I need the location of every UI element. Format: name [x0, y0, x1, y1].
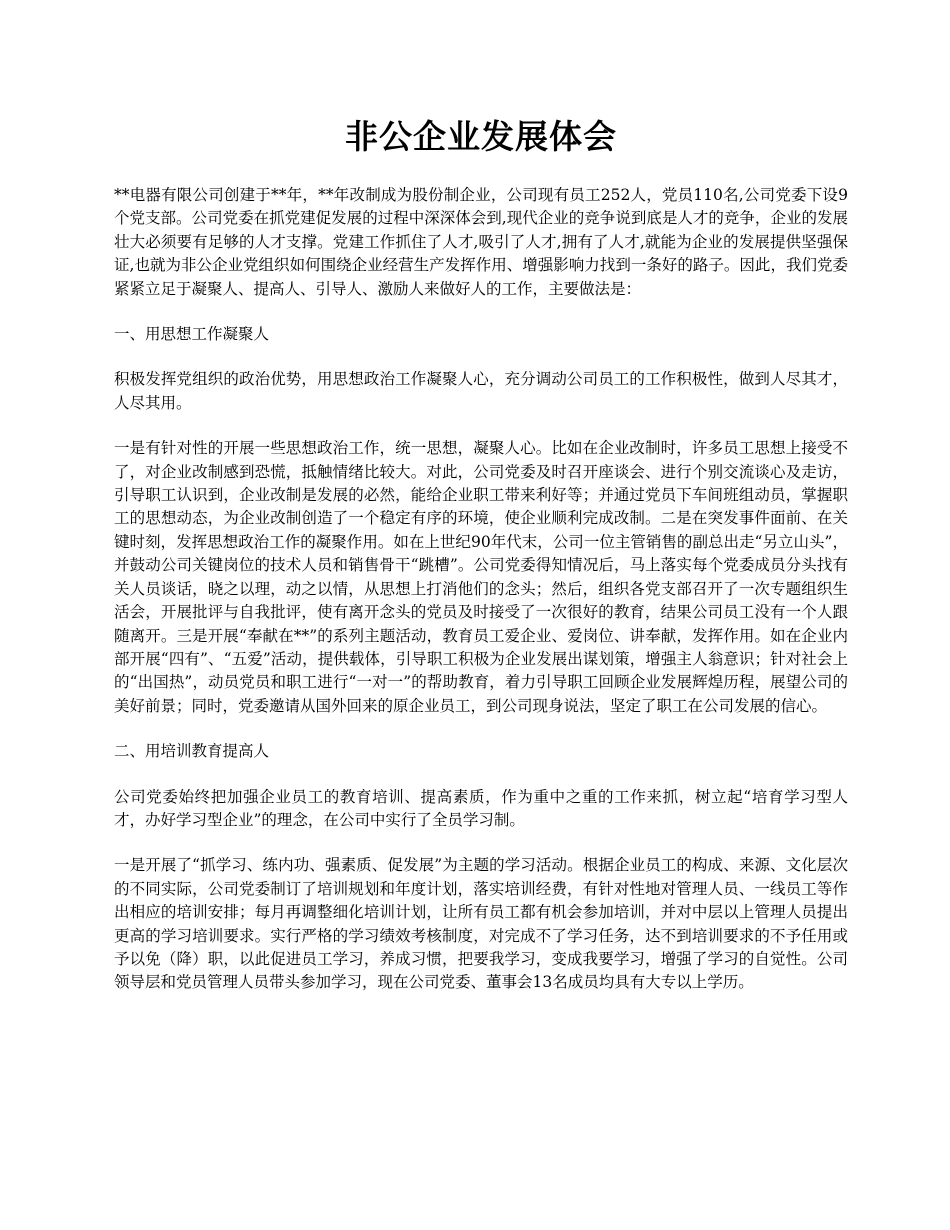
section-heading-2: 二、用培训教育提高人 — [114, 742, 270, 761]
document-page — [114, 0, 848, 1017]
document-body — [114, 184, 848, 995]
section-1-summary: 积极发挥党组织的政治优势，用思想政治工作凝聚人心，充分调动公司员工的工作积极性，做到人尽其才，人尽其用。 — [114, 370, 848, 412]
section-heading-1: 一、用思想工作凝聚人 — [114, 325, 270, 344]
document-title: 非公企业发展体会 — [345, 117, 617, 156]
section-1-detail: 一是有针对性的开展一些思想政治工作，统一思想，凝聚人心。比如在企业改制时，许多员工思想上接受不了，对企业改制感到恐慌，抵触情绪比较大。对此，公司党委及时召开座谈会、进行个别交流谈心及走访，引导职工认识到，企业改制是发展的必然，能给企业职工带来利好等；并通过党员下车间班组动员，掌握职工的思想动态，为企业改制创造了一个稳定有序的环境，使企业顺利完成改制。二是在突发事件面前、在关键时刻，发挥思想政治工作的凝聚作用。如在上世纪90年代末，公司一位主管销售的副总出走“另立山头”，并鼓动公司关键岗位的技术人员和销售骨干“跳槽”。公司党委得知情况后，马上落实每个党委成员分头找有关人员谈话，晓之以理，动之以情，从思想上打消他们的念头；然后，组织各党支部召开了一次专题组织生活会，开展批评与自我批评，使有离开念头的党员及时接受了一次很好的教育，结果公司员工没有一个人跟随离开。三是开展“奉献在**”的系列主题活动，教育员工爱企业、爱岗位、讲奉献，发挥作用。如在企业内部开展“四有”、“五爱”活动，提供载体，引导职工积极为企业发展出谋划策，增强主人翁意识；针对社会上的“出国热”，动员党员和职工进行“一对一”的帮助教育，着力引导职工回顾企业发展辉煌历程，展望公司的美好前景；同时，党委邀请从国外回来的原企业员工，到公司现身说法，坚定了职工在公司发展的信心。 — [114, 439, 848, 715]
intro-paragraph: **电器有限公司创建于**年，**年改制成为股份制企业，公司现有员工252人，党员110名,公司党委下设9个党支部。公司党委在抓党建促发展的过程中深深体会到,现代企业的竞争说到底是人才的竞争，企业的发展壮大必须要有足够的人才支撑。党建工作抓住了人才,吸引了人才,拥有了人才,就能为企业的发展提供坚强保证,也就为非公企业党组织如何围绕企业经营生产发挥作用、增强影响力找到一条好的路子。因此，我们党委紧紧立足于凝聚人、提高人、引导人、激励人来做好人的工作，主要做法是： — [114, 186, 848, 298]
section-2-summary: 公司党委始终把加强企业员工的教育培训、提高素质，作为重中之重的工作来抓，树立起“培育学习型人才，办好学习型企业”的理念，在公司中实行了全员学习制。 — [114, 787, 848, 829]
section-2-detail: 一是开展了“抓学习、练内功、强素质、促发展”为主题的学习活动。根据企业员工的构成、来源、文化层次的不同实际，公司党委制订了培训规划和年度计划，落实培训经费，有针对性地对管理人员、一线员工等作出相应的培训安排；每月再调整细化培训计划，让所有员工都有机会参加培训，并对中层以上管理人员提出更高的学习培训要求。实行严格的学习绩效考核制度，对完成不了学习任务，达不到培训要求的不予任用或予以免（降）职，以此促进员工学习，养成习惯，把要我学习，变成我要学习，增强了学习的自觉性。公司领导层和党员管理人员带头参加学习，现在公司党委、董事会13名成员均具有大专以上学历。 — [114, 856, 848, 992]
